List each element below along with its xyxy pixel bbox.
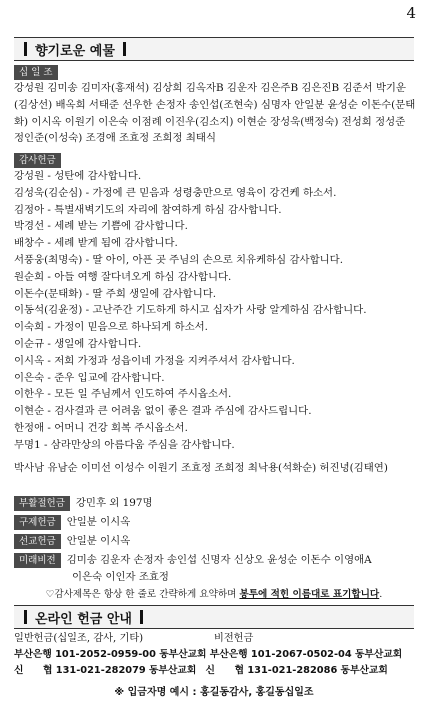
account-holder: 동부산교회 [148,665,197,676]
thanks-item: 이시옥 - 저희 가정과 성읍이네 가정을 지켜주셔서 감사합니다. [14,354,295,367]
account-holder: 동부산교회 [159,649,207,660]
thanks-label-row [14,152,418,169]
account-row [14,647,418,663]
header-bar-right [123,42,126,56]
mission-label: 선교헌금 [14,534,61,549]
thanks-item: 이숙희 - 가정이 믿음으로 하나되게 하소서. [14,321,208,334]
account-holder: 동부산교회 [340,665,388,676]
thanks-item: 이돈수(문태화) - 딸 주희 생일에 감사합니다. [14,287,217,300]
offering-row-mission [14,533,418,550]
bank-name: 신 협 [205,665,245,676]
easter-names: 강민후 외 197명 [75,497,153,509]
offering-row-vision [14,552,418,569]
thanks-list [14,168,418,454]
account-number: 101-2052-0959-00 [55,649,156,660]
thanks-item: 이현순 - 검사결과 큰 어려움 없이 좋은 결과 주심에 감사드립니다. [14,405,312,418]
offering-section-title: 향기로운 예물 [35,43,115,59]
header-bar-left [24,610,27,624]
account-number: 131-021-282079 [55,665,146,676]
page-number: 4 [406,4,416,22]
thanks-item: 강성원 - 성탄에 감사합니다. [14,170,142,182]
thanks-item: 서풍웅(최명숙) - 딸 아이, 아픈 곳 주님의 손으로 치유케하심 감사합니다. [14,253,343,266]
easter-label: 부활절헌금 [14,496,70,511]
thanks-item: 김성욱(김순심) - 가정에 큰 믿음과 성령충만으로 영육이 강건케 하소서. [14,186,337,199]
online-section-header [14,605,414,629]
thanks-item: 이동석(김윤정) - 고난주간 기도하게 하시고 십자가 사랑 알게하심 감사합니다. [14,304,367,317]
online-section-title: 온라인 헌금 안내 [35,611,132,627]
thanks-item: 이한우 - 모든 일 주님께서 인도하여 주시옵소서. [14,388,232,401]
account-headings [14,631,418,647]
header-bar-right [140,610,143,624]
bank-name: 부산은행 [209,649,248,660]
account-number: 101-2067-0502-04 [250,649,352,660]
general-heading: 일반헌금(십일조, 감사, 기타) [14,633,144,644]
mission-names: 안일분 이시옥 [66,535,131,547]
note-suffix: . [379,589,383,600]
thanks-item: 박경선 - 세례 받는 기쁨에 감사합니다. [14,220,188,233]
relief-names: 안일분 이시옥 [66,516,131,528]
account-number: 131-021-282086 [247,665,338,676]
vision-names: 김미송 김운자 손정자 송인섭 신명자 신상오 윤성순 이돈수 이영애A [66,554,372,566]
depositor-example: ※ 입금자명 예시 : 홍길동감사, 홍길동십일조 [114,687,314,698]
note-emphasis: 봉투에 적힌 이름대로 표기합니다 [239,589,380,600]
offering-row-easter [14,495,418,512]
account-row [14,663,418,679]
vision-heading: 비전헌금 [214,633,254,644]
vision-label: 미래비전 [14,553,61,568]
thanks-item: 김정아 - 특별새벽기도의 자리에 참여하게 하심 감사합니다. [14,203,282,216]
account-holder: 동부산교회 [354,649,403,660]
header-bar-left [24,42,27,56]
thanks-item: 이은숙 - 준우 입교에 감사합니다. [14,371,165,384]
tithe-block [14,64,418,81]
thanks-item: 이순규 - 생일에 감사합니다. [14,337,142,350]
bank-name: 부산은행 [14,649,52,660]
vision-names-cont: 이은숙 이인자 조효정 [72,571,169,583]
thanks-item: 배창수 - 세례 받게 됨에 감사합니다. [14,237,178,250]
thanks-names-line: 박사남 유남순 이미선 이성수 이원기 조효정 조희정 최낙용(석화순) 허진녕(김태연) [14,462,388,474]
tithe-label: 십 일 조 [14,65,58,80]
thanks-item: 한정애 - 어머니 건강 회복 주시옵소서. [14,421,188,434]
relief-label: 구제헌금 [14,515,61,530]
thanks-label: 감사헌금 [14,153,61,168]
offering-row-relief [14,514,418,531]
bank-name: 신 협 [14,665,53,676]
thanks-item: 무명1 - 삼라만상의 아름다움 주심을 감사합니다. [14,438,235,451]
offering-section-header [14,37,414,61]
thanks-item: 원순희 - 아들 여행 잘다녀오게 하심 감사합니다. [14,270,232,283]
note-line [0,586,428,600]
tithe-names: 강성원 김미송 김미자(홍재석) 김상희 김옥자B 김운자 김은주B 김은진B 김준서 박기운(김상선) 배옥희 서태준 선우한 손정자 송인섭(조현숙) 심명자 안일분 윤성순 이돈수(문태화) 이시옥 이원기 이은숙 이점례 이진우(김소지) 이현순 장성욱(백정숙) 전성희 정성준 정인준(이성숙) 조경애 조효정 조희정 최태식 [14,82,416,145]
note-prefix: ♡감사제목은 항상 한 줄로 간략하게 요약하며 [45,589,240,600]
